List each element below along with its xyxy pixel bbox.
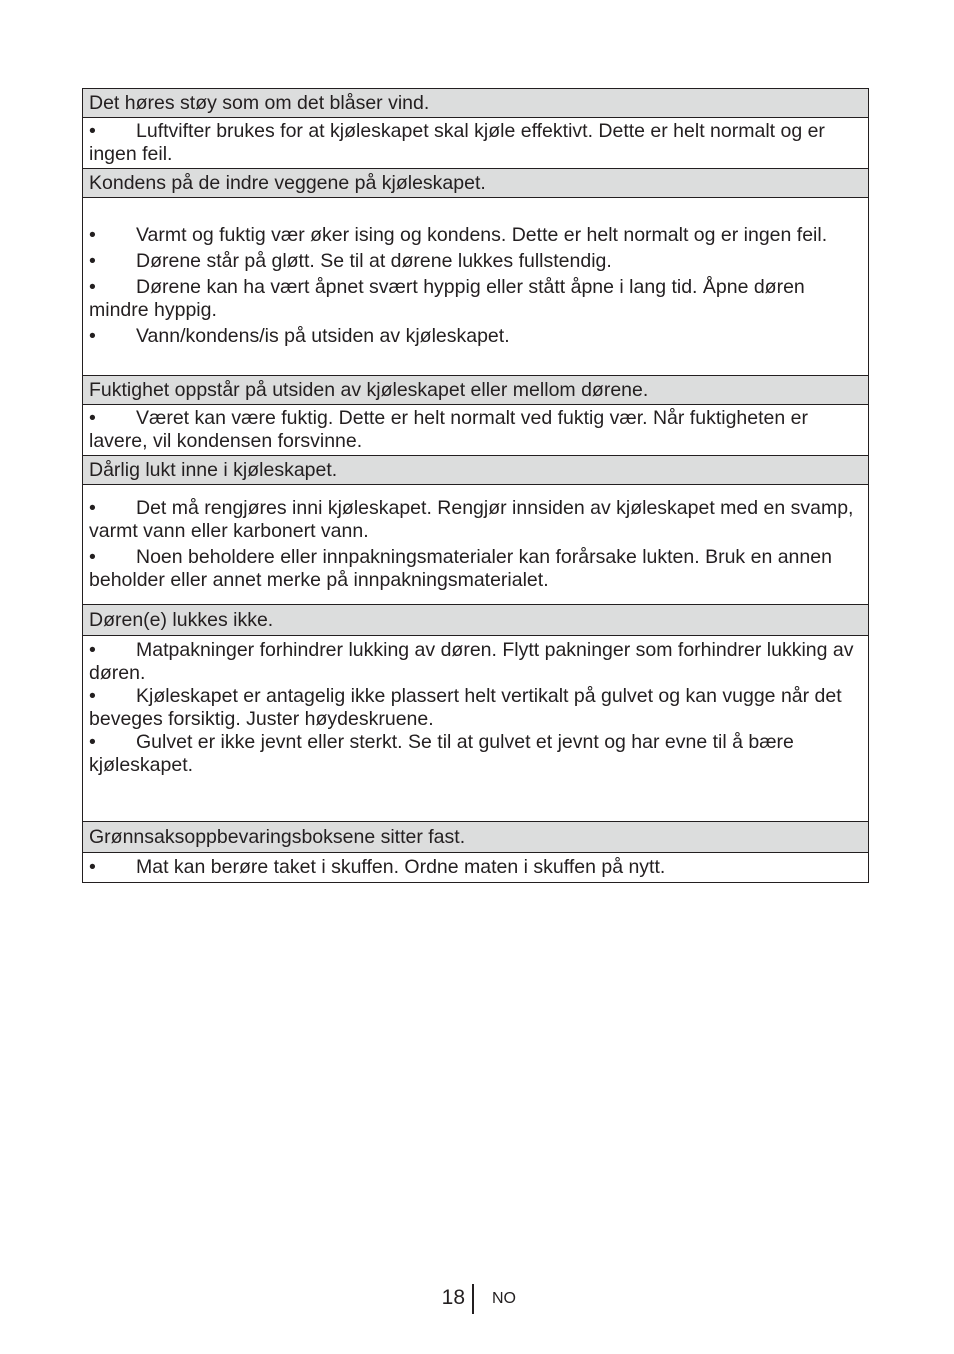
bullet-icon: •	[89, 407, 96, 429]
bullet-icon: •	[89, 250, 96, 272]
bullet-icon: •	[89, 325, 96, 347]
section-header: Kondens på de indre veggene på kjøleskapet.	[83, 169, 868, 198]
bullet-icon: •	[89, 856, 96, 878]
section-body	[83, 853, 868, 882]
list-item: • Noen beholdere eller innpakningsmaterialer kan forårsake lukten. Bruk en annen beholder eller annet merke på innpakningsmaterialet.	[89, 546, 832, 591]
section-body	[83, 198, 868, 376]
section-body	[83, 636, 868, 822]
section-header: Grønnsaksoppbevaringsboksene sitter fast.	[83, 822, 868, 853]
bullet-icon: •	[89, 731, 96, 753]
page-footer	[0, 1284, 954, 1316]
bullet-icon: •	[89, 546, 96, 568]
troubleshooting-table	[82, 88, 869, 883]
list-item: • Gulvet er ikke jevnt eller sterkt. Se til at gulvet et jevnt og har evne til å bære kjøleskapet.	[89, 731, 794, 776]
list-item: • Det må rengjøres inni kjøleskapet. Rengjør innsiden av kjøleskapet med en svamp, varmt vann eller karbonert vann.	[89, 497, 854, 542]
list-item: • Varmt og fuktig vær øker ising og kondens. Dette er helt normalt og er ingen feil.	[89, 224, 828, 246]
bullet-icon: •	[89, 685, 96, 707]
list-item: • Luftvifter brukes for at kjøleskapet skal kjøle effektivt. Dette er helt normalt og er ingen feil.	[89, 120, 825, 165]
bullet-icon: •	[89, 497, 96, 519]
bullet-icon: •	[89, 276, 96, 298]
section-header: Døren(e) lukkes ikke.	[83, 605, 868, 636]
section-body	[83, 485, 868, 605]
page-number: 18	[441, 1286, 465, 1309]
list-item: • Mat kan berøre taket i skuffen. Ordne maten i skuffen på nytt.	[89, 856, 666, 878]
section-body	[83, 405, 868, 456]
bullet-icon: •	[89, 639, 96, 661]
bullet-icon: •	[89, 224, 96, 246]
list-item: • Været kan være fuktig. Dette er helt normalt ved fuktig vær. Når fuktigheten er lavere, vil kondensen forsvinne.	[89, 407, 808, 452]
list-item: • Matpakninger forhindrer lukking av døren. Flytt pakninger som forhindrer lukking av døren.	[89, 639, 854, 684]
list-item: • Dørene kan ha vært åpnet svært hyppig eller stått åpne i lang tid. Åpne døren mindre hyppig.	[89, 276, 805, 321]
footer-divider	[472, 1284, 474, 1314]
section-body	[83, 118, 868, 169]
section-header: Dårlig lukt inne i kjøleskapet.	[83, 456, 868, 485]
list-item: • Kjøleskapet er antagelig ikke plassert helt vertikalt på gulvet og kan vugge når det beveges forsiktig. Juster høydeskruene.	[89, 685, 842, 730]
list-item: • Dørene står på gløtt. Se til at dørene lukkes fullstendig.	[89, 250, 612, 272]
section-header: Fuktighet oppstår på utsiden av kjøleskapet eller mellom dørene.	[83, 376, 868, 405]
section-header: Det høres støy som om det blåser vind.	[83, 89, 868, 118]
language-code: NO	[492, 1290, 516, 1307]
list-item: • Vann/kondens/is på utsiden av kjøleskapet.	[89, 325, 510, 347]
bullet-icon: •	[89, 120, 96, 142]
